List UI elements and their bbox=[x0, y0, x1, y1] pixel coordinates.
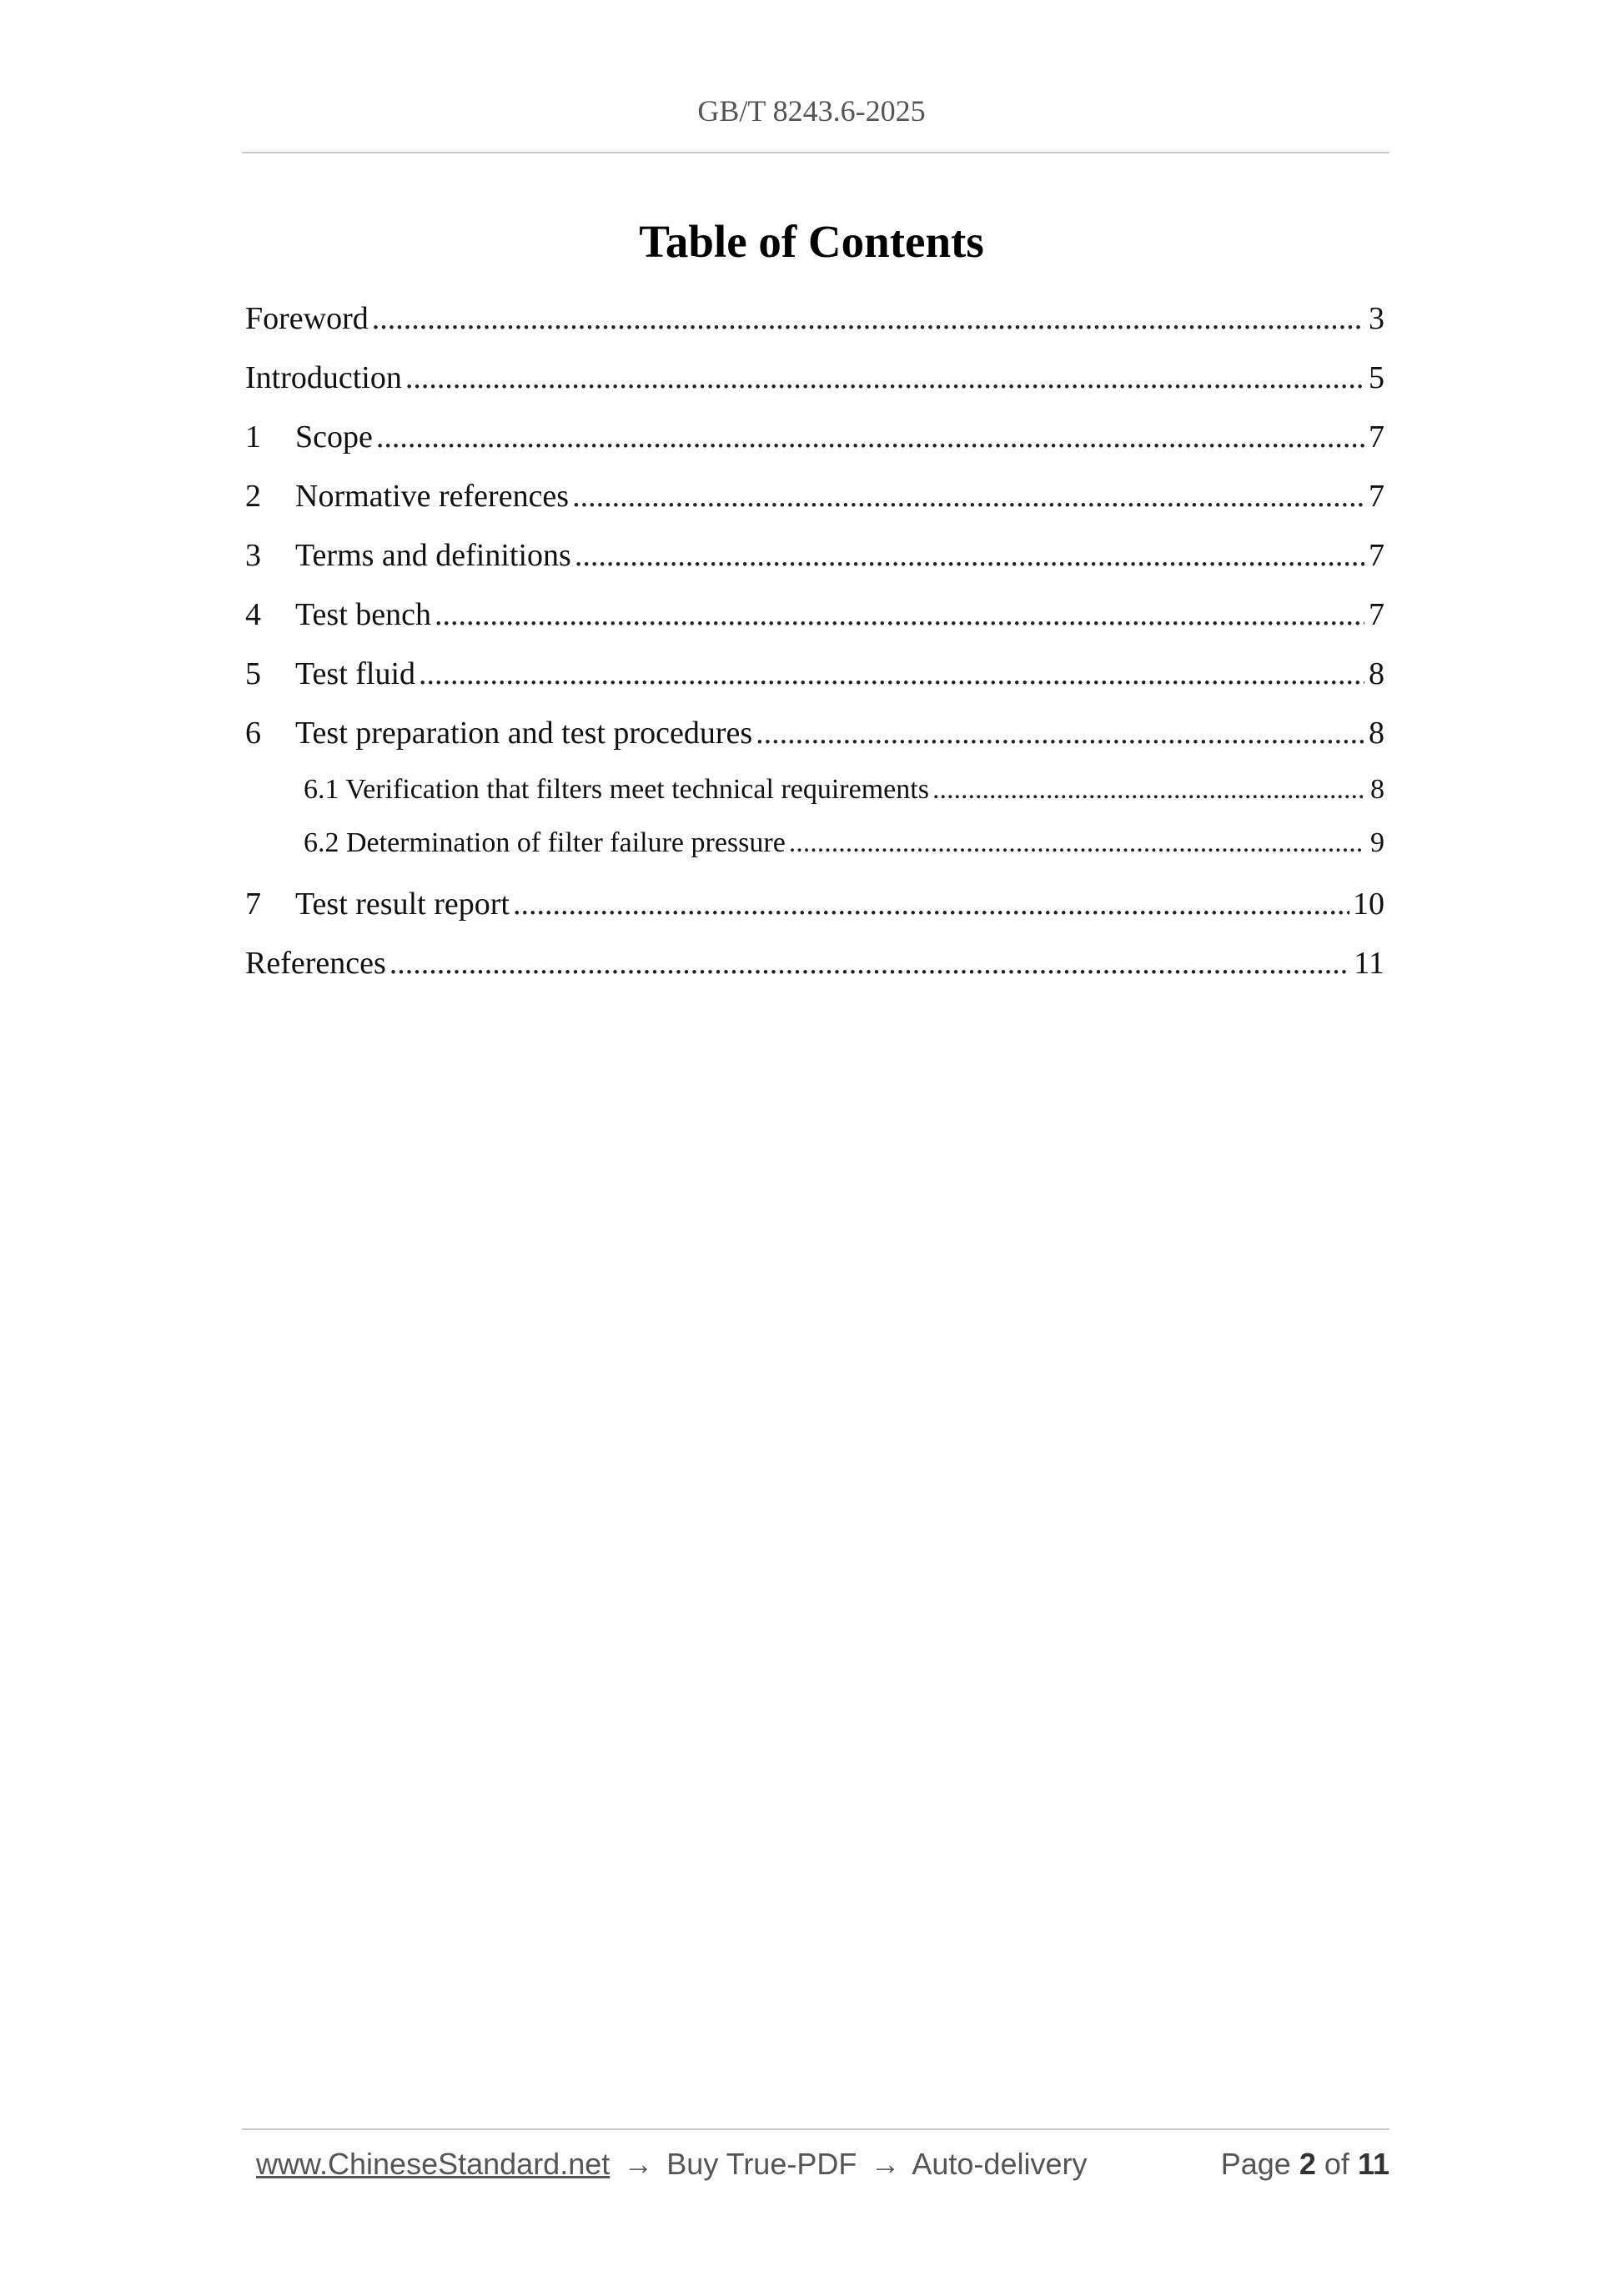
toc-entry-page: 3 bbox=[1369, 301, 1384, 336]
toc-entry-page: 10 bbox=[1353, 887, 1384, 922]
toc-leader-dots bbox=[372, 300, 1364, 337]
page-footer bbox=[256, 2147, 1389, 2188]
toc-entry-label: Foreword bbox=[245, 301, 369, 336]
of-word: of bbox=[1324, 2147, 1349, 2181]
arrow-right-icon: → bbox=[870, 2147, 901, 2181]
toc-entry-page: 8 bbox=[1369, 716, 1384, 751]
header-doc-id: GB/T 8243.6-2025 bbox=[697, 94, 926, 128]
toc-title: Table of Contents bbox=[639, 216, 984, 267]
toc-leader-dots bbox=[376, 419, 1364, 455]
toc-subentry-failure-pressure[interactable] bbox=[245, 827, 1384, 881]
toc-entry-page: 5 bbox=[1369, 360, 1384, 395]
toc-entry-label: 6.2 Determination of filter failure pressure bbox=[304, 827, 786, 858]
toc-leader-dots bbox=[513, 886, 1349, 922]
toc-entry-label: Test fluid bbox=[295, 656, 416, 691]
toc-entry-page: 7 bbox=[1369, 420, 1384, 455]
toc-entry-page: 9 bbox=[1370, 827, 1384, 858]
page-current: 2 bbox=[1299, 2147, 1316, 2181]
page-total: 11 bbox=[1357, 2147, 1389, 2181]
toc-entry-test-bench[interactable] bbox=[245, 596, 1384, 656]
toc-entry-test-preparation[interactable] bbox=[245, 715, 1384, 774]
toc-entry-foreword[interactable] bbox=[245, 300, 1384, 359]
toc-entry-label: 6.1 Verification that filters meet technical requirements bbox=[304, 774, 929, 805]
toc-entry-label: Test bench bbox=[295, 597, 432, 632]
toc-entry-test-result-report[interactable] bbox=[245, 886, 1384, 945]
toc-leader-dots bbox=[435, 596, 1364, 633]
toc-entry-page: 8 bbox=[1369, 656, 1384, 691]
toc-entry-scope[interactable] bbox=[245, 419, 1384, 478]
page-word: Page bbox=[1220, 2147, 1291, 2181]
toc-entry-test-fluid[interactable] bbox=[245, 656, 1384, 715]
toc-entry-number: 1 bbox=[245, 420, 261, 455]
toc-entry-introduction[interactable] bbox=[245, 359, 1384, 419]
buy-true-pdf-text: Buy True-PDF bbox=[666, 2147, 857, 2181]
auto-delivery-text: Auto-delivery bbox=[912, 2147, 1088, 2181]
toc-leader-dots bbox=[756, 715, 1364, 751]
toc-entry-number: 5 bbox=[245, 656, 261, 691]
toc-entry-label: Test preparation and test procedures bbox=[295, 716, 753, 751]
toc-leader-dots bbox=[389, 945, 1351, 982]
toc-entry-page: 11 bbox=[1354, 946, 1384, 981]
toc-entry-label: Introduction bbox=[245, 360, 402, 395]
toc-subentry-verification[interactable] bbox=[245, 774, 1384, 827]
toc-entry-terms-and-definitions[interactable] bbox=[245, 537, 1384, 596]
page-indicator bbox=[1221, 2147, 1389, 2182]
toc-entry-normative-references[interactable] bbox=[245, 478, 1384, 537]
chinesestandard-link[interactable]: www.ChineseStandard.net bbox=[256, 2147, 611, 2181]
arrow-right-icon: → bbox=[623, 2147, 654, 2181]
toc-entry-label: Normative references bbox=[295, 479, 570, 514]
toc-entry-number: 3 bbox=[245, 538, 261, 573]
toc-leader-dots bbox=[405, 359, 1364, 396]
toc-leader-dots bbox=[789, 827, 1364, 859]
toc-entry-label: References bbox=[245, 946, 386, 981]
toc-entry-page: 8 bbox=[1370, 774, 1384, 805]
toc-entry-page: 7 bbox=[1369, 538, 1384, 573]
footer-divider bbox=[242, 2128, 1389, 2130]
toc-entry-label: Test result report bbox=[295, 887, 510, 922]
toc-leader-dots bbox=[575, 537, 1364, 574]
toc-entry-number: 2 bbox=[245, 479, 261, 514]
toc-entry-references[interactable] bbox=[245, 945, 1384, 1004]
header-divider bbox=[242, 152, 1389, 153]
toc-entry-page: 7 bbox=[1369, 597, 1384, 632]
toc-entry-number: 7 bbox=[245, 887, 261, 922]
toc-leader-dots bbox=[572, 478, 1364, 515]
footer-promo bbox=[256, 2147, 1087, 2182]
toc-entry-number: 4 bbox=[245, 597, 261, 632]
toc-entry-page: 7 bbox=[1369, 479, 1384, 514]
toc-entry-label: Scope bbox=[295, 420, 373, 455]
toc-leader-dots bbox=[932, 774, 1364, 806]
toc-list bbox=[245, 300, 1384, 1004]
toc-leader-dots bbox=[419, 656, 1364, 692]
toc-entry-number: 6 bbox=[245, 716, 261, 751]
toc-entry-label: Terms and definitions bbox=[295, 538, 571, 573]
